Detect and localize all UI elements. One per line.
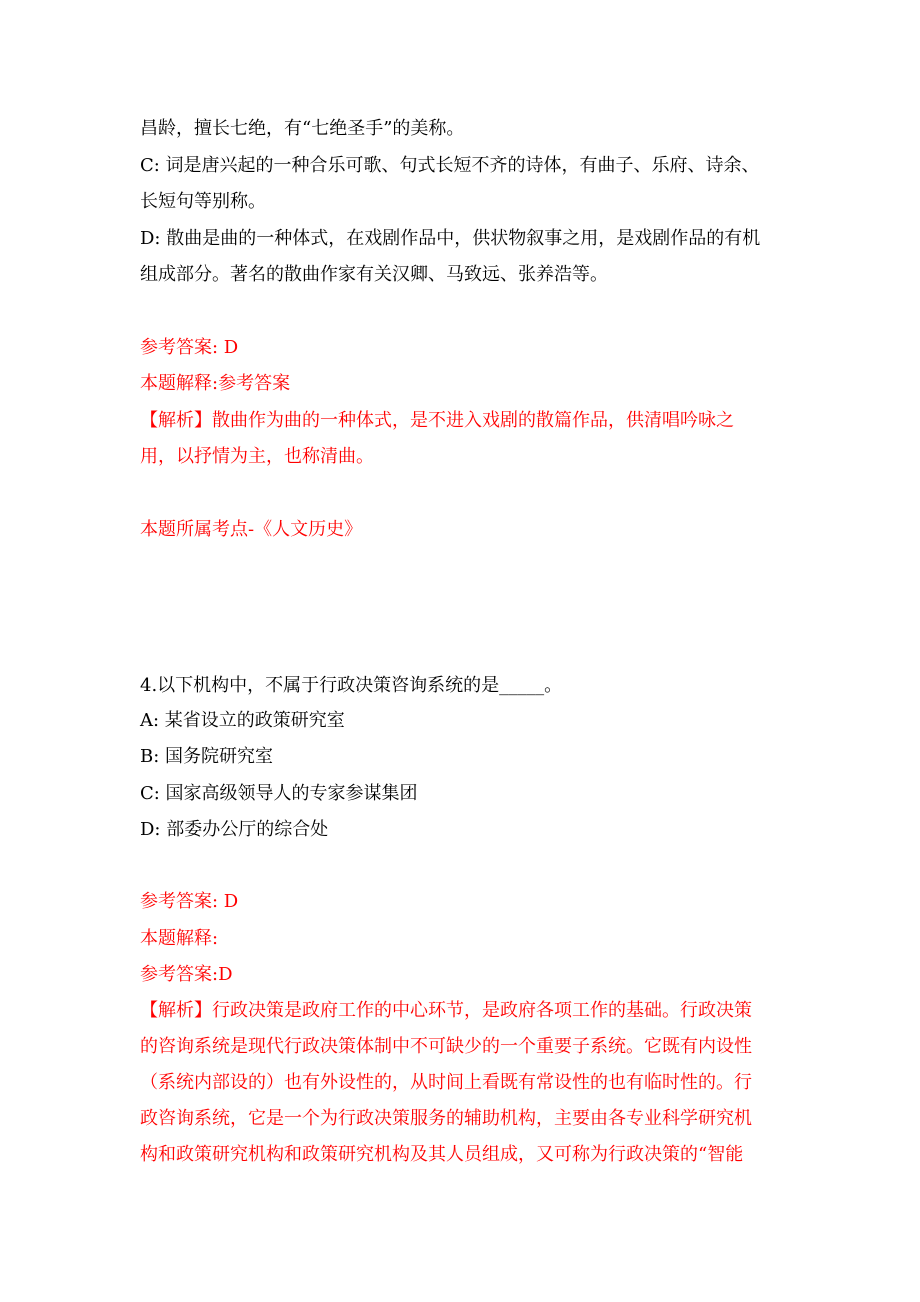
q3-explain-title: 本题解释:参考答案 xyxy=(140,373,291,394)
q4-analysis-line-3: （系统内部设的）也有外设性的，从时间上看既有常设性的也有临时性的。行 xyxy=(140,1072,752,1093)
q3-option-c-line-1: C: 词是唐兴起的一种合乐可歌、句式长短不齐的诗体，有曲子、乐府、诗余、 xyxy=(140,155,760,176)
q3-topic: 本题所属考点-《人文历史》 xyxy=(140,519,363,540)
q4-answer-repeat: 参考答案:D xyxy=(140,964,233,985)
q4-option-b: B: 国务院研究室 xyxy=(140,746,274,767)
q4-answer: 参考答案: D xyxy=(140,891,239,912)
q3-option-c-line-2: 长短句等别称。 xyxy=(140,191,266,212)
q3-option-d-line-2: 组成部分。著名的散曲作家有关汉卿、马致远、张养浩等。 xyxy=(140,264,608,285)
q3-answer: 参考答案: D xyxy=(140,337,239,358)
q3-analysis-line-1: 【解析】散曲作为曲的一种体式，是不进入戏剧的散篇作品，供清唱吟咏之 xyxy=(140,410,734,431)
q4-question: 4.以下机构中，不属于行政决策咨询系统的是_____。 xyxy=(140,675,563,696)
q3-analysis-line-2: 用，以抒情为主，也称清曲。 xyxy=(140,446,374,467)
q4-explain-title: 本题解释: xyxy=(140,928,219,949)
q3-text-line: 昌龄，擅长七绝，有“七绝圣手”的美称。 xyxy=(140,118,465,139)
q4-analysis-line-5: 构和政策研究机构和政策研究机构及其人员组成，又可称为行政决策的“智能 xyxy=(140,1144,744,1165)
q4-option-c: C: 国家高级领导人的专家参谋集团 xyxy=(140,783,418,804)
q4-analysis-line-2: 的咨询系统是现代行政决策体制中不可缺少的一个重要子系统。它既有内设性 xyxy=(140,1036,752,1057)
q4-analysis-line-4: 政咨询系统，它是一个为行政决策服务的辅助机构，主要由各专业科学研究机 xyxy=(140,1108,752,1129)
q4-option-d: D: 部委办公厅的综合处 xyxy=(140,819,329,840)
q4-analysis-line-1: 【解析】行政决策是政府工作的中心环节，是政府各项工作的基础。行政决策 xyxy=(140,1000,752,1021)
q4-option-a: A: 某省设立的政策研究室 xyxy=(140,710,345,731)
q3-option-d-line-1: D: 散曲是曲的一种体式，在戏剧作品中，供状物叙事之用，是戏剧作品的有机 xyxy=(140,228,761,249)
